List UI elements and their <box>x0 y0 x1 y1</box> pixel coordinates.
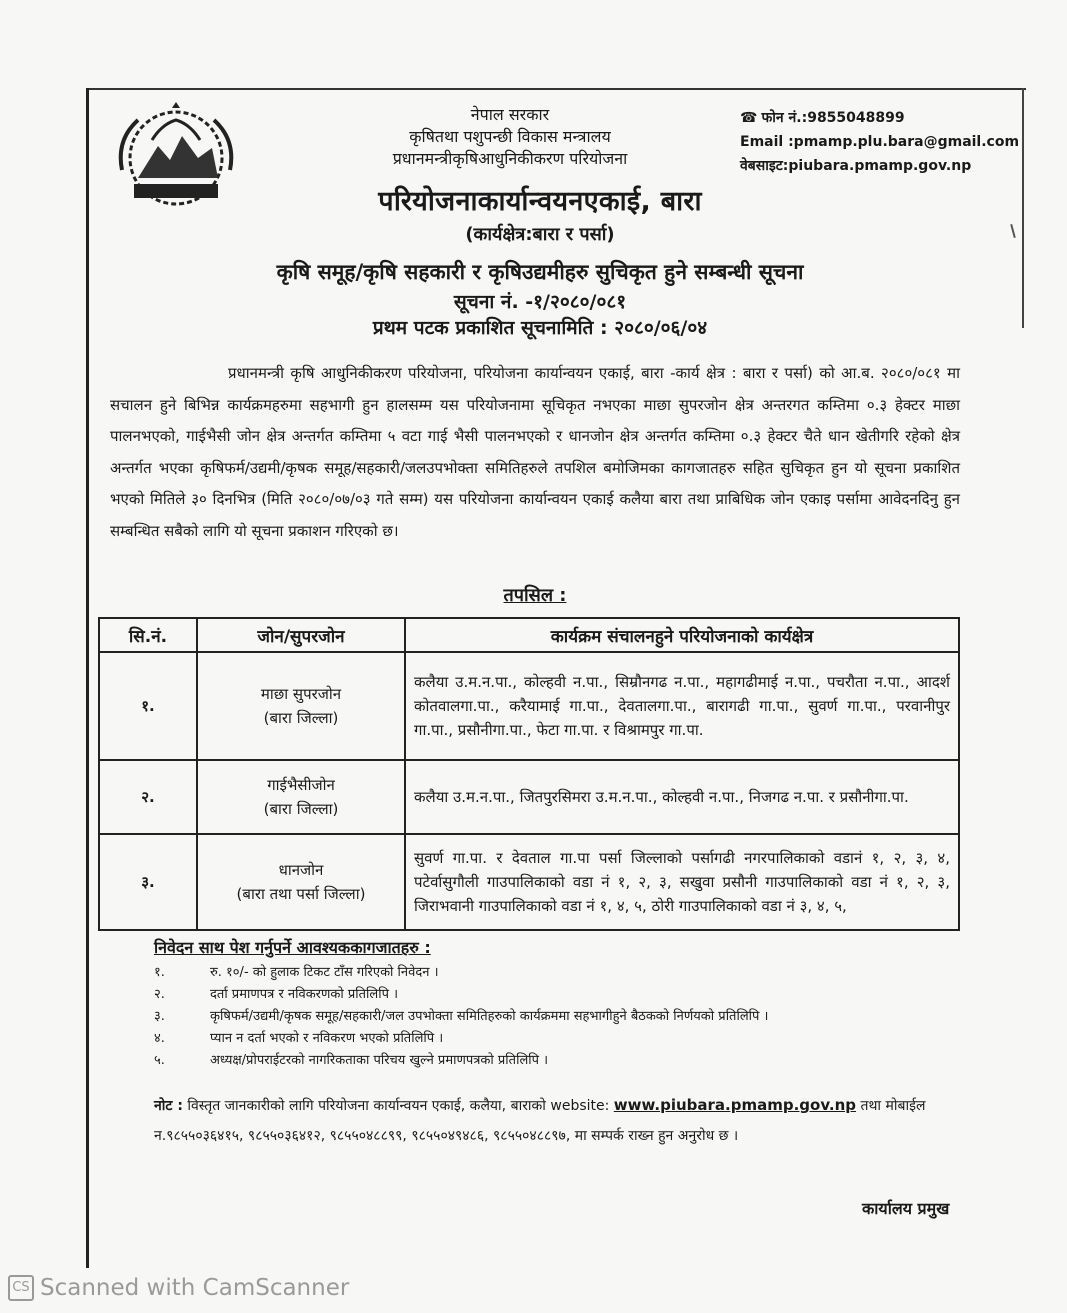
zone-district: (बारा तथा पर्सा जिल्ला) <box>236 885 366 903</box>
frame-line-left <box>86 88 89 1268</box>
row-zone <box>197 760 405 834</box>
table-header-row <box>99 618 959 652</box>
row-sn: १. <box>99 652 197 760</box>
item-number: ४. <box>154 1031 165 1046</box>
item-number: ५. <box>154 1053 165 1068</box>
zone-name: धानजोन <box>278 861 324 879</box>
item-text: अध्यक्ष/प्रोपराईटरको नागरिकताका परिचय खुल्ने प्रमाणपत्रको प्रतिलिपि । <box>210 1053 549 1068</box>
schedule-table <box>98 617 960 931</box>
item-number: १. <box>154 965 165 980</box>
camscanner-logo-icon: CS <box>8 1275 34 1301</box>
zone-district: (बारा जिल्ला) <box>263 709 339 727</box>
notice-heading: कृषि समूह/कृषि सहकारी र कृषिउद्यमीहरु सुचिकृत हुने सम्बन्धी सूचना <box>276 260 804 284</box>
item-text: कृषिफर्म/उद्यमी/कृषक समूह/सहकारी/जल उपभोक्ता समितिहरुको कार्यक्रममा सहभागीहुने बैठकको निर्णयको प्रतिलिपि । <box>210 1009 769 1024</box>
table-row <box>99 652 959 760</box>
note-text-before: विस्तृत जानकारीको लागि परियोजना कार्यान्वयन एकाई, कलैया, बाराको website: <box>187 1098 610 1114</box>
row-area: कलैया उ.म.न.पा., जितपुरसिमरा उ.म.न.पा., कोल्हवी न.पा., निजगढ न.पा. र प्रसौनीगा.पा. <box>405 760 959 834</box>
row-zone <box>197 834 405 930</box>
item-number: ३. <box>154 1009 165 1024</box>
row-area: सुवर्ण गा.पा. र देवताल गा.पा पर्सा जिल्लाको पर्सागढी नगरपालिकाको वडानं १, २, ३, ४, पटेर्वासुगौली गाउपालिकाको वडा नं १, २, ३, सखुवा प्रसौनी गाउपालिकाको वडा नं १, २, ३, जिराभवानी गाउपालिकाको वडा नं १, ४, ५, ठोरी गाउपालिकाको वडा नं ३, ४, ५, <box>405 834 959 930</box>
list-item <box>154 984 914 1006</box>
row-zone <box>197 652 405 760</box>
documents-title: निवेदन साथ पेश गर्नुपर्ने आवश्यककागजातहरु : <box>154 938 431 957</box>
row-sn: २. <box>99 760 197 834</box>
govt-name: नेपाल सरकार <box>470 105 550 124</box>
documents-list <box>154 962 914 1072</box>
office-title: परियोजनाकार्यान्वयनएकाई, बारा <box>378 186 702 217</box>
notice-body: प्रधानमन्त्री कृषि आधुनिकीकरण परियोजना, परियोजना कार्यान्वयन एकाई, बारा -कार्य क्षेत्र : बारा र पर्सा) को आ.ब. २०८०/०८१ मा सचालन हुने बिभिन्न कार्यक्रमहरुमा सहभागी हुन हालसम्म यस परियोजनामा सूचिकृत नभएका माछा सुपरजोन क्षेत्र अन्तरगत कम्तिमा ०.३ हेक्टर माछा पालनभएको, गाईभैसी जोन क्षेत्र अन्तर्गत कम्तिमा ५ वटा गाई भैसी पालनभएको र धानजोन क्षेत्र अन्तर्गत कम्तिमा ०.३ हेक्टर चैते धान खेतीगरि रहेको क्षेत्र अन्तर्गत भएका कृषिफर्म/उद्यमी/कृषक समूह/सहकारी/जलउपभोक्ता समितिहरुले तपशिल बमोजिमका कागजातहरु सहित सुचिकृत हुन यो सूचना प्रकाशित भएको मितिले ३० दिनभित्र (मिति २०८०/०७/०३ गते सम्म) यस परियोजना कार्यान्वयन एकाई कलैया बारा तथा प्राबिधिक जोन एकाइ पर्सामा आवेदनदिनु हुन सम्बन्धित सबैको लागि यो सूचना प्रकाशन गरिएको छ। <box>110 364 960 540</box>
table-row <box>99 834 959 930</box>
list-item <box>154 962 914 984</box>
scan-mark <box>1010 224 1016 238</box>
camscanner-watermark <box>8 1275 349 1301</box>
phone-number: ☎ फोन नं.:9855048899 <box>740 106 1019 130</box>
item-number: २. <box>154 987 165 1002</box>
frame-line-right <box>1022 88 1024 328</box>
item-text: रु. १०/- को हुलाक टिकट टाँस गरिएको निवेदन । <box>210 965 439 980</box>
contact-note <box>154 1090 962 1151</box>
work-area: (कार्यक्षेत्र:बारा र पर्सा) <box>465 224 615 245</box>
schedule-title: तपसिल : <box>503 585 567 606</box>
col-header-zone: जोन/सुपरजोन <box>197 618 405 652</box>
government-header <box>330 104 690 170</box>
zone-district: (बारा जिल्ला) <box>263 800 339 818</box>
list-item <box>154 1050 914 1072</box>
note-text-after: तथा मोबाईल न.९८५५०३६४१५, ९८५५०३६४१२, ९८५५०४८८९९, ९८५५०४९४८६, ९८५५०४८८९७, मा सम्पर्क राख्न हुन अनुरोध छ । <box>154 1098 926 1144</box>
notice-number: सूचना नं. -१/२०८०/०८१ <box>453 291 627 313</box>
row-area: कलैया उ.म.न.पा., कोल्हवी न.पा., सिम्रौनगढ न.पा., महागढीमाई न.पा., पचरौता न.पा., आदर्श कोतवालगा.पा., करैयामाई गा.पा., देवतालगा.पा., बारागढी गा.पा., सुवर्ण गा.पा., परवानीपुर गा.पा., प्रसौनीगा.पा., फेटा गा.पा. र विश्रामपुर गा.पा. <box>405 652 959 760</box>
contact-block <box>740 106 1019 178</box>
publication-date: प्रथम पटक प्रकाशित सूचनामिति : २०८०/०६/०४ <box>372 317 708 339</box>
zone-name: माछा सुपरजोन <box>260 685 342 703</box>
project-name: प्रधानमन्त्रीकृषिआधुनिकीकरण परियोजना <box>392 149 628 168</box>
table-row <box>99 760 959 834</box>
email-address[interactable]: Email :pmamp.plu.bara@gmail.com <box>740 134 1020 150</box>
signoff-office-chief: कार्यालय प्रमुख <box>862 1199 950 1218</box>
row-sn: ३. <box>99 834 197 930</box>
col-header-area: कार्यक्रम संचालनहुने परियोजनाको कार्यक्षेत्र <box>405 618 959 652</box>
zone-name: गाईभैसीजोन <box>267 776 335 794</box>
note-label: नोट : <box>154 1098 183 1114</box>
list-item <box>154 1006 914 1028</box>
frame-line-top <box>86 88 1026 90</box>
item-text: प्यान न दर्ता भएको र नविकरण भएको प्रतिलिपि । <box>210 1031 444 1046</box>
col-header-sn: सि.नं. <box>99 618 197 652</box>
website-address[interactable]: वेबसाइट:piubara.pmamp.gov.np <box>740 158 972 174</box>
watermark-text: Scanned with CamScanner <box>40 1275 350 1301</box>
list-item <box>154 1028 914 1050</box>
note-website-link[interactable]: www.piubara.pmamp.gov.np <box>613 1096 857 1114</box>
ministry-name: कृषितथा पशुपन्छी विकास मन्त्रालय <box>409 127 611 146</box>
nepal-emblem-icon <box>112 100 240 212</box>
item-text: दर्ता प्रमाणपत्र र नविकरणको प्रतिलिपि । <box>210 987 399 1002</box>
